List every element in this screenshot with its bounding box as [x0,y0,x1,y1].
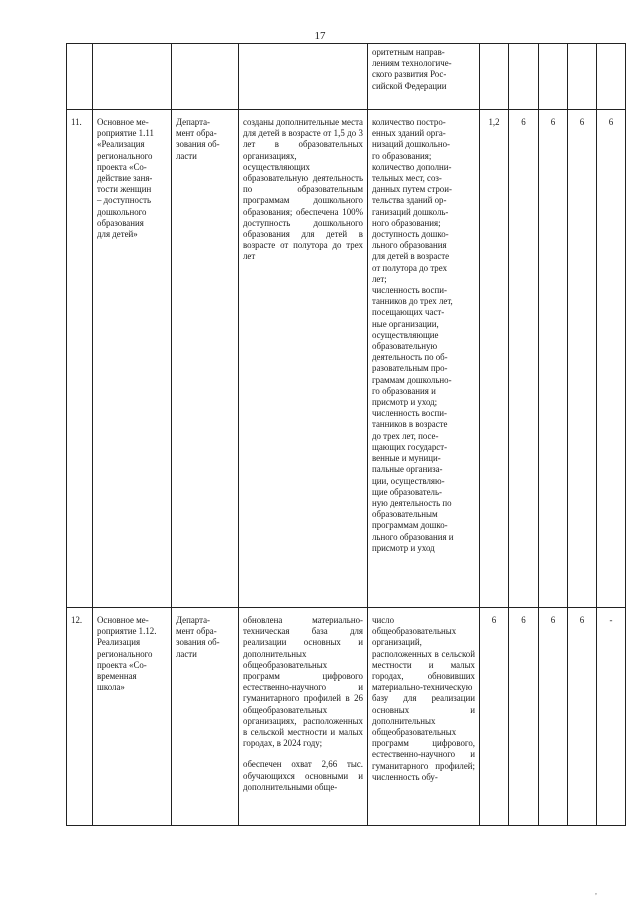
value-cell: 6 [539,110,568,608]
activity-line: временная [97,671,137,682]
cell-indicator: число общеобразовательных организаций, расположенных в сельской местности и малых городах, обновивших материально-техническую базу для реализации основных и дополнительных общеобразовательных программ цифрового, естественно-научного и гуманитарного профилей; численность обу- [368,608,480,826]
page-number: 17 [314,30,326,42]
indicator-line: оритетным направ- [372,47,445,57]
executor-line: мент обра- [176,626,217,637]
indicator-line: ганизаций дошколь- [372,206,449,217]
value-cell: 6 [480,608,509,826]
indicator-line: ную деятельность по [372,497,452,508]
row-number: 12. [67,608,93,826]
cell-value [480,44,509,110]
indicator-line: разовательным про- [372,363,448,374]
value-cell: 1,2 [480,110,509,608]
value-cell: 6 [597,110,626,608]
indicator-line: осуществляющие [372,329,439,340]
indicator-line: до трех лет, посе- [372,430,439,441]
indicator-line: от полутора до трех [372,262,448,273]
indicator-line: лениям технологиче- [372,58,452,69]
executor-line: зования об- [176,637,220,648]
indicator-line: танников до трех лет, [372,296,453,307]
row-number: 11. [67,110,93,608]
cell-executor [172,110,239,608]
cell-num [67,44,93,110]
activity-line: роприятие 1.11 [97,128,154,139]
indicator-line: доступность дошко- [372,229,449,240]
indicator-line: го образования и [372,385,436,396]
result-paragraph: обеспечен охват 2,66 тыс. обучающихся основными и дополнительными обще- [243,759,363,792]
indicator-line: данных путем строи- [372,184,452,195]
corner-mark: , [595,887,597,896]
indicator-line: присмотр и уход [372,542,435,553]
table-row-12 [67,608,626,826]
indicator-line: ного образования; [372,217,441,228]
cell-executor [172,608,239,826]
activity-line: регионального [97,648,153,659]
indicator-line: сийской Федерации [372,80,447,91]
indicator-line: ные организации, [372,318,439,329]
activity-line: действие заня- [97,173,153,184]
executor-line: ласти [176,150,197,161]
activity-line: проекта «Со- [97,161,147,172]
value-cell: 6 [568,110,597,608]
cell-result [239,608,368,826]
indicator-line: посещающих част- [372,307,445,318]
indicator-line: льного образования [372,240,447,251]
cell-value [539,44,568,110]
indicator-line: го образования; [372,150,432,161]
indicator-line: программам дошко- [372,520,448,531]
value-cell: - [597,608,626,826]
indicator-line: численность воспи- [372,408,447,419]
cell-indicator [368,110,480,608]
indicator-line: щающих государст- [372,441,448,452]
cell-indicator [368,44,480,110]
cell-value [568,44,597,110]
indicator-line: щие образователь- [372,486,442,497]
indicator-line: льного образования и [372,531,454,542]
value-cell: 6 [509,110,539,608]
indicator-line: образовательным [372,509,438,520]
cell-result [239,44,368,110]
activity-line: Реализация [97,637,141,648]
cell-executor [172,44,239,110]
activity-line: Основное ме- [97,117,149,127]
activity-line: Основное ме- [97,615,149,625]
indicator-line: тельных мест, соз- [372,173,442,184]
cell-value [597,44,626,110]
activity-line: образования [97,217,144,228]
activity-line: тости женщин [97,184,152,195]
result-paragraph: обновлена материально-техническая база для реализации основных и дополнительных общеобразовательных программ цифрового естественно-научного и гуманитарного профилей в 26 общеобразовательных организациях, расположенных в сельской местности и малых городах, в 2024 году; [243,615,363,749]
indicator-line: пальные организа- [372,464,443,475]
executor-line: ласти [176,648,197,659]
cell-value [509,44,539,110]
indicator-line: лет; [372,273,387,284]
indicator-line: присмотр и уход; [372,397,438,408]
activity-line: для детей» [97,229,138,240]
activity-line: школа» [97,682,125,693]
indicator-line: ции, осуществляю- [372,475,445,486]
activity-line: дошкольного [97,206,147,217]
indicator-line: ского развития Рос- [372,69,447,80]
cell-activity [93,44,172,110]
indicator-line: танников в возрасте [372,419,448,430]
indicator-line: тельства зданий ор- [372,195,447,206]
executor-line: Департа- [176,117,210,127]
indicator-line: количество дополни- [372,161,452,172]
executor-line: Департа- [176,615,210,625]
indicator-line: низаций дошкольно- [372,139,450,150]
cell-activity [93,110,172,608]
indicator-line: количество постро- [372,117,446,127]
activity-line: – доступность [97,195,151,206]
table-row-11 [67,110,626,608]
value-cell: 6 [568,608,597,826]
activity-line: регионального [97,150,153,161]
indicator-line: граммам дошкольно- [372,374,452,385]
cell-activity [93,608,172,826]
indicator-line: деятельность по об- [372,352,448,363]
value-cell: 6 [509,608,539,826]
indicator-line: образовательную [372,341,438,352]
activity-line: проекта «Со- [97,659,147,670]
activity-line: роприятие 1.12. [97,626,157,637]
value-cell: 6 [539,608,568,826]
program-activities-table [66,43,626,826]
table-row-continuation [67,44,626,110]
indicator-line: для детей в возрасте [372,251,450,262]
executor-line: мент обра- [176,128,217,139]
cell-result: созданы дополнительные места для детей в возрасте от 1,5 до 3 лет в образовательных организациях, осуществляющих образовательную деятельность по образовательным программам дошкольного образования; обеспечена 100% доступность дошкольного образования для детей в возрасте от полутора до трех лет [239,110,368,608]
activity-line: «Реализация [97,139,145,150]
executor-line: зования об- [176,139,220,150]
indicator-line: енных зданий орга- [372,128,446,139]
indicator-line: венные и муници- [372,453,441,464]
indicator-line: численность воспи- [372,285,447,296]
